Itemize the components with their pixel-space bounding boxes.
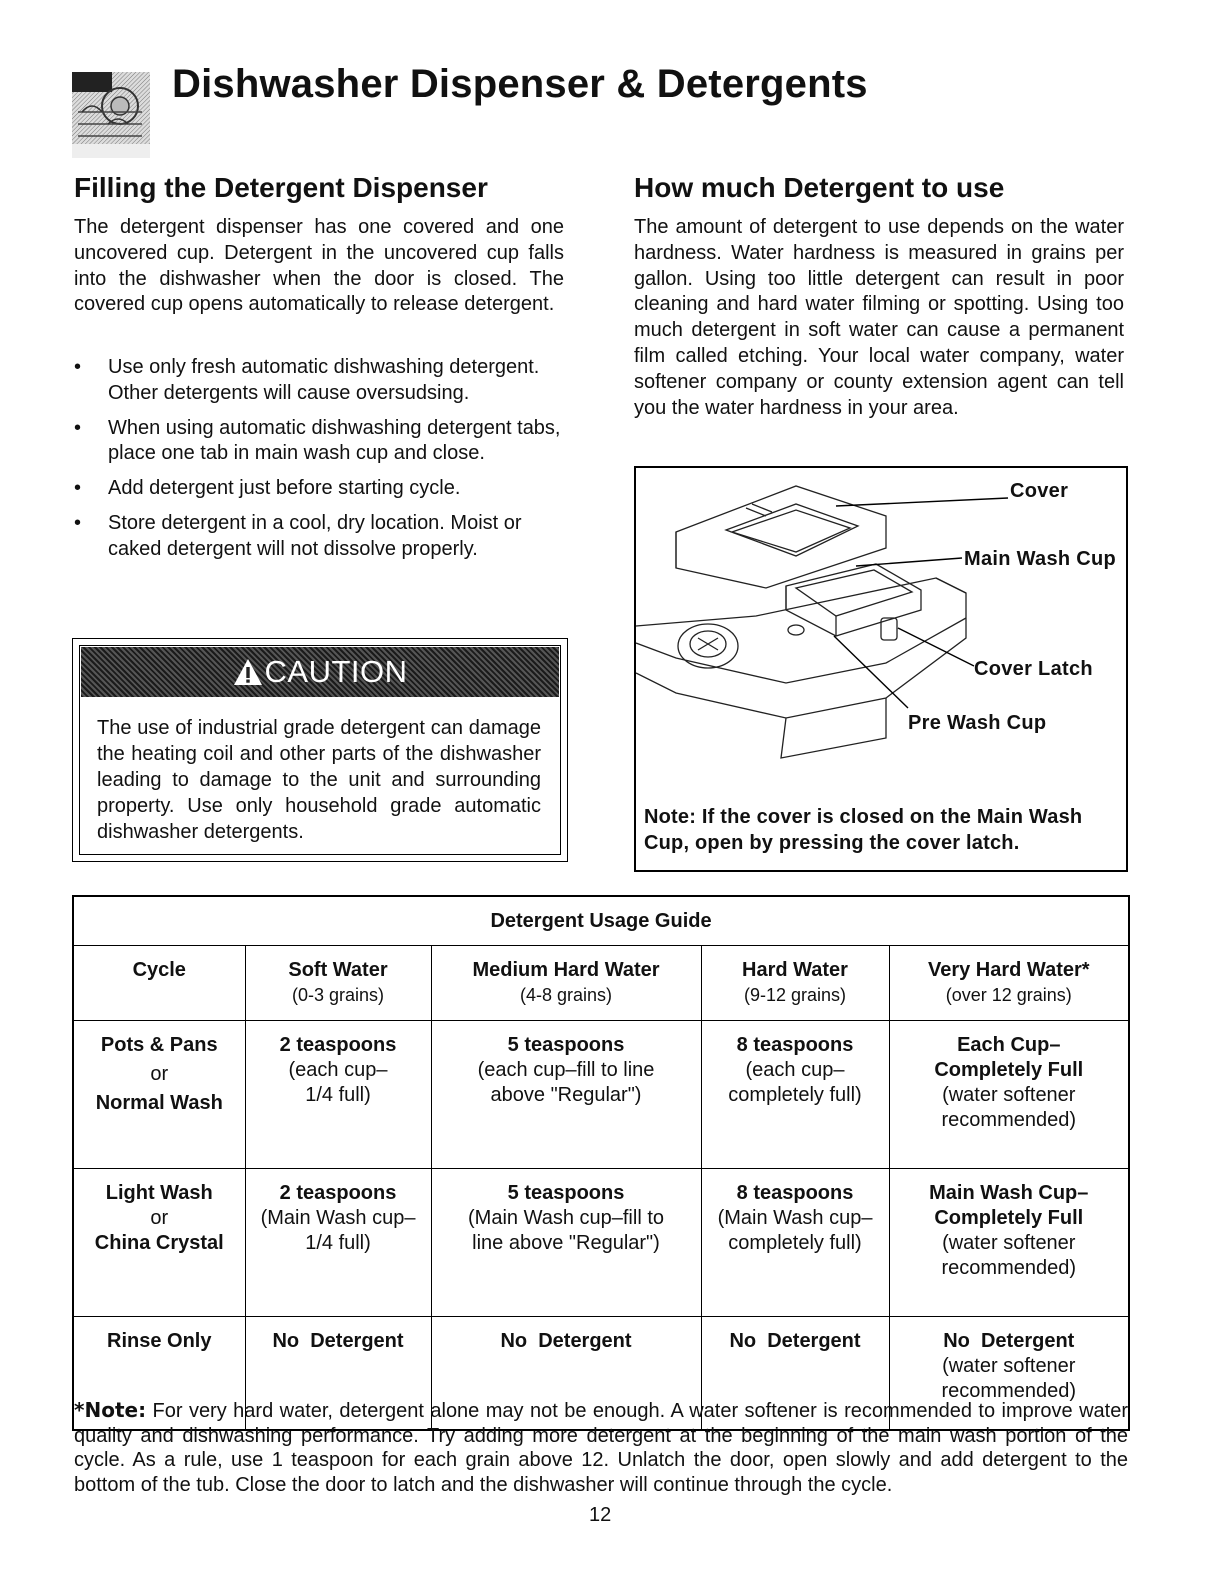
list-item [74,416,566,468]
column-header: Soft Water (0-3 grains) [245,946,431,1021]
warning-triangle-icon [233,658,263,686]
figure-note: Note: If the cover is closed on the Main Wash Cup, open by pressing the cover latch. [644,806,1083,854]
list-item [74,355,566,407]
table-cell: Pots & Pans or Normal Wash [73,1021,245,1169]
footnote-text: For very hard water, detergent alone may not be enough. A water softener is recommended to improve water quality and dishwashing performance. Try adding more detergent at the beginning of the main wash portion of the cycle. As a rule, use 1 teaspoon for each grain above 12. Unlatch the door, open slowly and add detergent to the bottom of the tub. Close the door to latch and the dishwasher will continue through the cycle. [74,1400,1128,1496]
table-cell: Light Wash or China Crystal [73,1169,245,1317]
table-cell: Each Cup– Completely Full (water softener recommended) [889,1021,1129,1169]
bullet-icon: • [74,356,82,378]
table-cell: No Detergent [245,1317,431,1431]
cover-latch-label: Cover Latch [974,658,1093,680]
bullet-text: When using automatic dishwashing detergent tabs, place one tab in main wash cup and close. [108,416,561,465]
page-number: 12 [589,1504,612,1526]
table-row [73,1169,1129,1317]
table-cell: 8 teaspoons (each cup– completely full) [701,1021,889,1169]
table-cell: 5 teaspoons (each cup–fill to line above "Regular") [431,1021,701,1169]
bullet-text: Use only fresh automatic dishwashing detergent. Other detergents will cause oversudsing. [108,356,540,404]
caution-text: The use of industrial grade detergent can damage the heating coil and other parts of the dishwasher leading to damage to the unit and surrounding property. Use only household grade automatic dishwasher detergents. [97,717,541,843]
table-cell: No Detergent [431,1317,701,1431]
how-much-intro-paragraph: The amount of detergent to use depends on the water hardness. Water hardness is measured in grains per gallon. Using too little detergent can result in poor cleaning and hard water filming or spotting. Using too much detergent in soft water can cause a permanent film called etching. Your local water company, water softener company or county extension agent can tell you the water hardness in your area. [634,216,1124,419]
filling-intro-paragraph: The detergent dispenser has one covered and one uncovered cup. Detergent in the uncovered cup falls into the dishwasher when the door is closed. The covered cup opens automatically to release detergent. [74,216,564,316]
bullet-icon: • [74,416,82,439]
table-cell: No Detergent [701,1317,889,1431]
table-cell: Main Wash Cup– Completely Full (water softener recommended) [889,1169,1129,1317]
table-cell: 2 teaspoons (each cup– 1/4 full) [245,1021,431,1169]
caution-label: CAUTION [264,654,408,689]
section-heading-filling: Filling the Detergent Dispenser [74,172,488,203]
column-header: Cycle [73,946,245,1021]
table-cell: No Detergent (water softener recommended) [889,1317,1129,1431]
bullet-text: Add detergent just before starting cycle. [108,477,461,500]
dishwasher-racks-icon [72,72,150,158]
table-cell: 2 teaspoons (Main Wash cup– 1/4 full) [245,1169,431,1317]
column-header: Medium Hard Water (4-8 grains) [431,946,701,1021]
column-header: Hard Water (9-12 grains) [701,946,889,1021]
main-wash-cup-label: Main Wash Cup [964,548,1117,570]
footnote [74,1398,1128,1497]
caution-box [72,638,568,862]
caution-banner [81,647,559,697]
filling-bullet-list [74,355,566,572]
page-title: Dishwasher Dispenser & Detergents [172,62,868,106]
list-item [74,476,566,502]
table-cell: Rinse Only [73,1317,245,1431]
bullet-text: Store detergent in a cool, dry location. Moist or caked detergent will not dissolve properly. [108,511,522,560]
table-header-row [73,946,1129,1021]
bullet-icon: • [74,511,82,534]
pre-wash-cup-label: Pre Wash Cup [908,712,1047,734]
section-heading-how-much: How much Detergent to use [634,172,1005,203]
table-cell: 5 teaspoons (Main Wash cup–fill to line above "Regular") [431,1169,701,1317]
list-item [74,511,566,563]
detergent-usage-table [72,895,1130,1431]
table-row [73,1021,1129,1169]
bullet-icon: • [74,477,82,500]
column-header: Very Hard Water* (over 12 grains) [889,946,1129,1021]
table-cell: 8 teaspoons (Main Wash cup– completely full) [701,1169,889,1317]
cover-label: Cover [1010,480,1069,502]
footnote-label: *Note: [74,1398,147,1422]
table-title: Detergent Usage Guide [73,896,1129,946]
dispenser-figure [634,466,1128,872]
detergent-dispenser-illustration [636,468,1126,798]
